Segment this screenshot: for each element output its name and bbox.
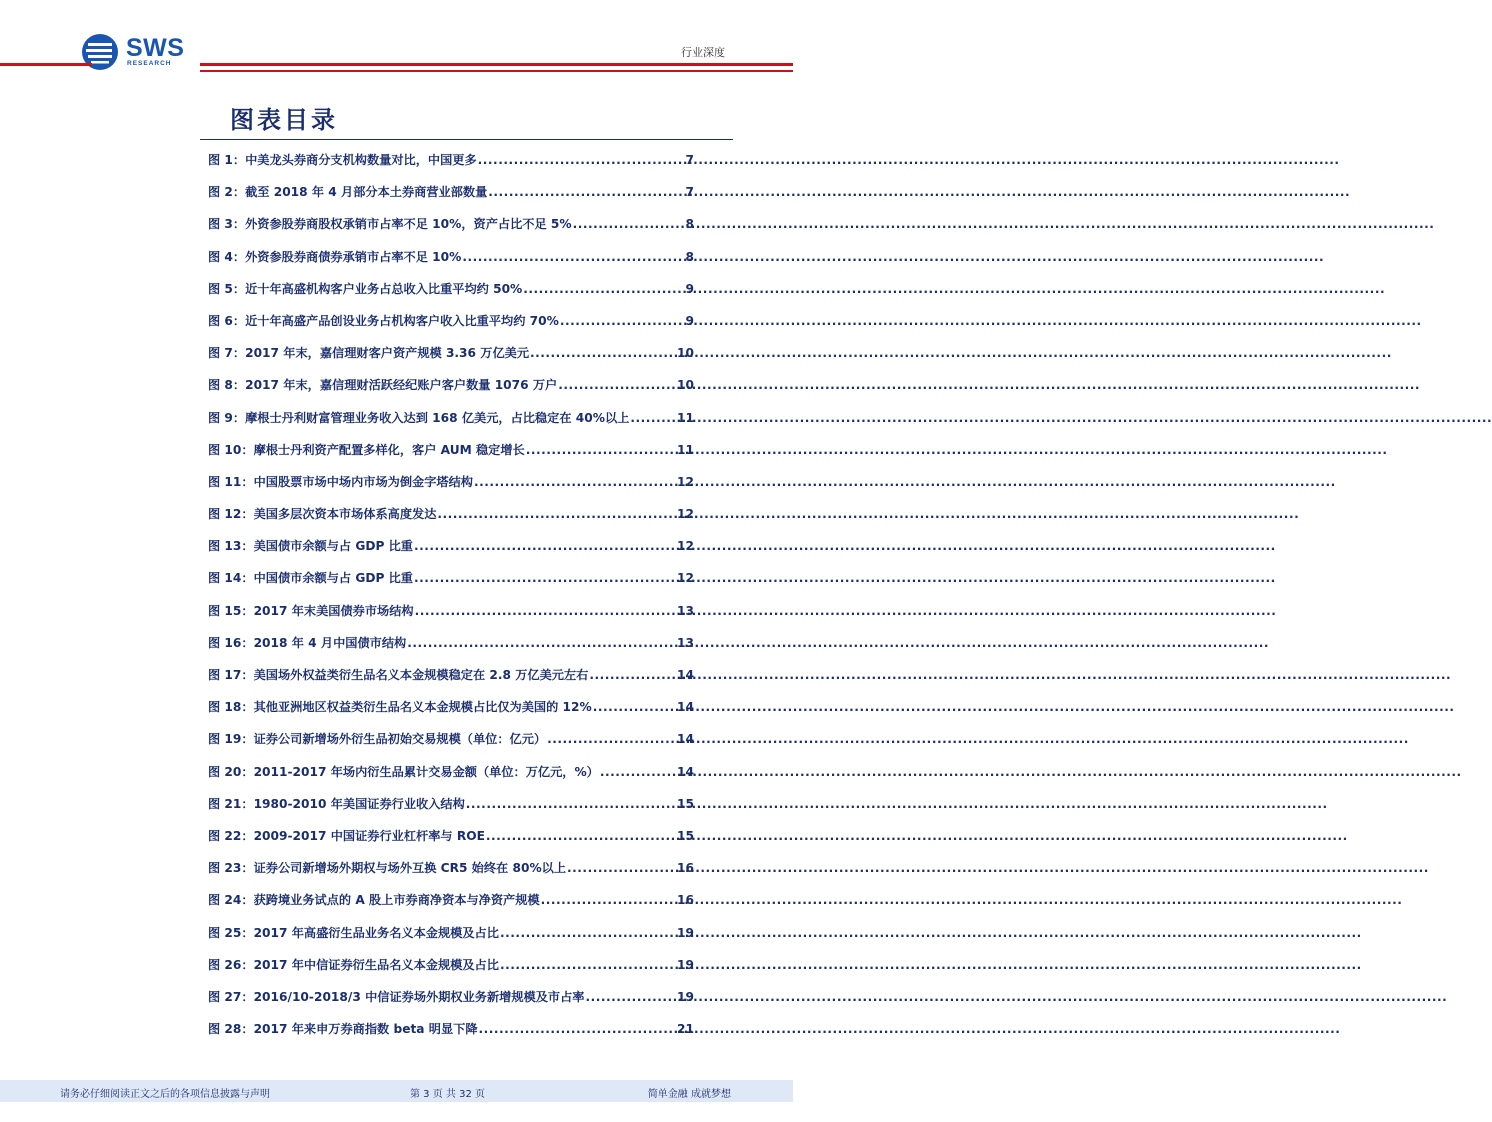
- toc-entry-page: 10: [677, 346, 694, 361]
- toc-entry-page: 9: [685, 313, 694, 328]
- sws-logo-mark-icon: [80, 32, 120, 72]
- toc-entry-label: 图 11：中国股票市场中场内市场为倒金字塔结构: [208, 474, 473, 489]
- toc-entry-label: 图 1：中美龙头券商分支机构数量对比，中国更多: [208, 153, 477, 167]
- toc-entry-page: 10: [677, 378, 694, 393]
- toc-leader-dots: [523, 282, 684, 296]
- toc-leader-dots: [414, 571, 676, 585]
- toc-entry[interactable]: [208, 473, 694, 505]
- toc-entry-label: 图 25：2017 年高盛衍生品业务名义本金规模及占比: [208, 925, 499, 940]
- toc-entry-label: 图 14：中国债市余额与占 GDP 比重: [208, 571, 413, 586]
- toc-leader-dots: [573, 217, 685, 231]
- toc-leader-dots: [474, 475, 676, 489]
- toc-entry-page: 15: [677, 828, 694, 843]
- logo-subtext: RESEARCH: [127, 60, 172, 67]
- toc-entry[interactable]: [208, 569, 694, 601]
- toc-leader-dots: [488, 185, 684, 199]
- toc-entry-label: 图 3：外资参股券商股权承销市占率不足 10%，资产占比不足 5%: [208, 217, 572, 232]
- toc-entry[interactable]: [208, 666, 694, 698]
- toc-entry[interactable]: [208, 280, 694, 312]
- toc-entry[interactable]: [208, 602, 694, 634]
- toc-entry[interactable]: [208, 730, 694, 762]
- toc-leader-dots: [407, 636, 676, 650]
- toc-entry-page: 21: [677, 1022, 694, 1037]
- toc-entry-page: 14: [677, 732, 694, 747]
- toc-entry[interactable]: [208, 859, 694, 891]
- toc-entry-label: 图 18：其他亚洲地区权益类衍生品名义本金规模占比仅为美国的 12%: [208, 700, 592, 715]
- toc-leader-dots: [593, 700, 676, 714]
- toc-leader-dots: [558, 378, 676, 392]
- page-title: 图表目录: [230, 105, 338, 134]
- figure-list: [208, 151, 694, 1052]
- toc-entry[interactable]: [208, 795, 694, 827]
- toc-entry-page: 19: [677, 957, 694, 972]
- toc-entry[interactable]: [208, 537, 694, 569]
- toc-entry-label: 图 2：截至 2018 年 4 月部分本土券商营业部数量: [208, 185, 488, 200]
- toc-entry[interactable]: [208, 698, 694, 730]
- toc-leader-dots: [530, 346, 676, 360]
- logo-text: SWS: [126, 34, 185, 62]
- toc-leader-dots: [567, 861, 676, 875]
- footer-page-info: 第 3 页 共 32 页: [410, 1089, 485, 1100]
- header-rule-left: [0, 63, 92, 66]
- toc-entry-label: 图 5：近十年高盛机构客户业务占总收入比重平均约 50%: [208, 281, 523, 296]
- toc-entry[interactable]: [208, 763, 694, 795]
- toc-leader-dots: [486, 829, 676, 843]
- toc-entry-page: 11: [677, 410, 694, 425]
- footer-disclaimer: 请务必仔细阅读正文之后的各项信息披露与声明: [60, 1089, 270, 1100]
- toc-entry-page: 12: [677, 507, 694, 522]
- toc-entry-page: 12: [677, 539, 694, 554]
- toc-entry[interactable]: [208, 215, 694, 247]
- toc-entry-label: 图 8：2017 年末，嘉信理财活跃经纪账户客户数量 1076 万户: [208, 378, 558, 393]
- toc-entry-label: 图 22：2009-2017 中国证券行业杠杆率与 ROE: [208, 828, 485, 843]
- toc-leader-dots: [526, 443, 676, 457]
- toc-entry-page: 7: [685, 153, 694, 167]
- toc-leader-dots: [600, 765, 676, 779]
- toc-leader-dots: [462, 250, 684, 264]
- toc-entry-page: 13: [677, 635, 694, 650]
- toc-entry-label: 图 23：证券公司新增场外期权与场外互换 CR5 始终在 80%以上: [208, 861, 567, 876]
- toc-entry-page: 12: [677, 571, 694, 586]
- toc-leader-dots: [630, 411, 676, 425]
- toc-leader-dots: [414, 539, 676, 553]
- toc-entry-label: 图 21：1980-2010 年美国证券行业收入结构: [208, 796, 465, 811]
- toc-entry-page: 19: [677, 925, 694, 940]
- toc-entry-label: 图 20：2011-2017 年场内衍生品累计交易金额（单位：万亿元，%）: [208, 764, 599, 779]
- toc-entry[interactable]: [208, 924, 694, 956]
- toc-entry-page: 19: [677, 989, 694, 1004]
- toc-entry-label: 图 6：近十年高盛产品创设业务占机构客户收入比重平均约 70%: [208, 313, 559, 328]
- toc-entry-label: 图 4：外资参股券商债券承销市占率不足 10%: [208, 249, 462, 264]
- toc-entry[interactable]: [208, 441, 694, 473]
- toc-entry-label: 图 7：2017 年末，嘉信理财客户资产规模 3.36 万亿美元: [208, 346, 530, 361]
- toc-leader-dots: [541, 893, 676, 907]
- toc-entry[interactable]: [208, 344, 694, 376]
- toc-entry-label: 图 28：2017 年来申万券商指数 beta 明显下降: [208, 1022, 478, 1037]
- toc-entry[interactable]: [208, 891, 694, 923]
- toc-entry-page: 11: [677, 442, 694, 457]
- toc-entry-label: 图 27：2016/10-2018/3 中信证券场外期权业务新增规模及市占率: [208, 989, 585, 1004]
- toc-entry-page: 14: [677, 700, 694, 715]
- toc-entry-label: 图 15：2017 年末美国债券市场结构: [208, 603, 414, 618]
- toc-entry-page: 14: [677, 668, 694, 682]
- toc-entry-page: 9: [685, 281, 694, 296]
- toc-entry-page: 13: [677, 603, 694, 618]
- toc-entry-page: 12: [677, 474, 694, 489]
- toc-entry[interactable]: [208, 312, 694, 344]
- toc-entry[interactable]: [208, 505, 694, 537]
- toc-entry-label: 图 26：2017 年中信证券衍生品名义本金规模及占比: [208, 957, 499, 972]
- toc-entry-label: 图 24：获跨境业务试点的 A 股上市券商净资本与净资产规模: [208, 893, 540, 908]
- header-rule-right: [200, 63, 793, 66]
- toc-leader-dots: [415, 604, 676, 618]
- toc-leader-dots: [466, 797, 676, 811]
- report-type-tag: 行业深度: [681, 46, 725, 59]
- toc-entry[interactable]: [208, 183, 694, 215]
- toc-entry-label: 图 19：证券公司新增场外衍生品初始交易规模（单位：亿元）: [208, 732, 547, 747]
- toc-entry-page: 16: [677, 861, 694, 876]
- toc-entry-label: 图 12：美国多层次资本市场体系高度发达: [208, 507, 437, 522]
- toc-entry-label: 图 10：摩根士丹利资产配置多样化，客户 AUM 稳定增长: [208, 442, 525, 457]
- toc-entry[interactable]: [208, 1020, 694, 1052]
- toc-entry[interactable]: [208, 248, 694, 280]
- toc-entry-label: 图 9：摩根士丹利财富管理业务收入达到 168 亿美元，占比稳定在 40%以上: [208, 410, 630, 425]
- toc-leader-dots: [479, 1022, 677, 1036]
- toc-entry[interactable]: [208, 988, 694, 1020]
- toc-leader-dots: [560, 314, 685, 328]
- toc-entry-label: 图 16：2018 年 4 月中国债市结构: [208, 635, 407, 650]
- toc-entry-label: 图 13：美国债市余额与占 GDP 比重: [208, 539, 413, 554]
- toc-entry-page: 15: [677, 796, 694, 811]
- toc-leader-dots: [500, 958, 676, 972]
- toc-leader-dots: [589, 668, 676, 682]
- header-rule-right-thin: [200, 70, 793, 72]
- toc-entry[interactable]: [208, 151, 694, 183]
- toc-entry-page: 8: [685, 249, 694, 264]
- toc-leader-dots: [585, 990, 676, 1004]
- toc-entry-page: 8: [685, 217, 694, 232]
- toc-entry-page: 7: [685, 185, 694, 200]
- toc-entry[interactable]: [208, 634, 694, 666]
- toc-entry[interactable]: [208, 376, 694, 408]
- toc-leader-dots: [478, 153, 685, 167]
- toc-leader-dots: [437, 507, 676, 521]
- toc-entry-page: 14: [677, 764, 694, 779]
- toc-entry-page: 16: [677, 893, 694, 908]
- sws-logo: [80, 32, 200, 72]
- toc-entry[interactable]: [208, 409, 694, 441]
- footer-slogan: 简单金融 成就梦想: [647, 1089, 731, 1100]
- toc-entry[interactable]: [208, 827, 694, 859]
- toc-leader-dots: [500, 926, 676, 940]
- toc-leader-dots: [547, 732, 676, 746]
- title-divider: [200, 139, 733, 140]
- toc-entry-label: 图 17：美国场外权益类衍生品名义本金规模稳定在 2.8 万亿美元左右: [208, 668, 589, 682]
- toc-entry[interactable]: [208, 956, 694, 988]
